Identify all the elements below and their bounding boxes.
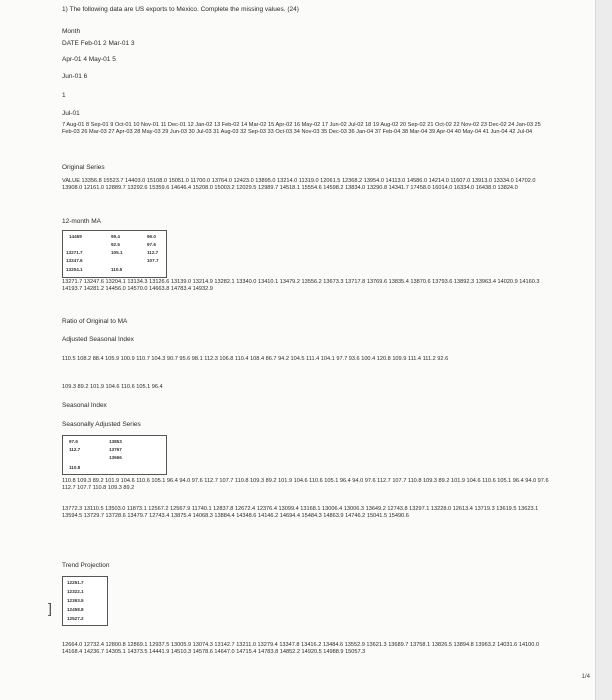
original-series-label: Original Series (62, 164, 105, 171)
sa-cell: 97.6 (69, 439, 78, 444)
ma-cell: 13271.7 (66, 250, 83, 255)
page-number: 1/4 (581, 674, 590, 680)
adjusted-index-values: 110.5 108.2 88.4 105.9 100.9 110.7 104.3 90.7 95.6 98.1 112.3 106.8 110.4 108.4 86.7 94.2 104.5 111.4 104.1 97.7 93.6 100.4 120.8 109.9 111.4 111.2 92.6 (62, 356, 449, 362)
trend-values: 12664.0 12732.4 12800.8 12869.1 12937.5 13005.9 13074.3 13142.7 13211.0 13279.4 13347.8 13416.2 13484.6 13552.9 13621.3 13689.7 13758.1 13826.5 13894.8 13963.2 14031.6 14100.0 14168.4 14236.7 14305.1 14373.5 14441.9 14510.3 14578.6 14647.0 14715.4 14783.8 14852.2 14920.5 14988.9 15057.3 (62, 642, 540, 656)
ma-table-box (62, 230, 167, 278)
sa-cell: 13767 (109, 447, 122, 452)
ma-cell: 110.5 (111, 267, 123, 272)
month-row-5: Jul-01 (62, 110, 80, 117)
bracket-mark: ] (48, 600, 52, 616)
trend-cell: 12393.5 (67, 598, 84, 603)
ma-cell: 13204.1 (66, 267, 83, 272)
ma-cell: 107.7 (147, 258, 159, 263)
ma-cell: 112.7 (147, 250, 159, 255)
trend-cell: 12458.8 (67, 607, 84, 612)
month-label: Month (62, 28, 81, 35)
ma-cell: 99.4 (111, 234, 120, 239)
sa-values: 13772.3 13110.5 13503.0 11873.1 12567.2 12567.9 11740.1 12837.8 12672.4 12376.4 13099.4 13168.1 13006.4 13006.3 13649.2 12743.8 13297.1 13228.0 12613.4 13719.3 13619.5 13623.1 13594.5 13729.7 13728.6 13479.7 12743.4 13875.4 14068.3 13884.4 14348.6 14146.2 14694.4 15484.3 14863.9 14746.2 15041.5 15490.6 (62, 506, 539, 520)
sa-cell: 13853 (109, 439, 122, 444)
sa-cell: 112.7 (69, 447, 81, 452)
ma-cell: 96.0 (147, 234, 156, 239)
ma-values: 13271.7 13247.6 13204.1 13134.3 13126.6 13139.0 13214.9 13282.1 13340.0 13410.1 13479.2 13556.2 13673.3 13717.8 13769.6 13835.4 13870.6 13793.6 13892.3 13963.4 14020.9 14160.3 14193.7 14281.2 14456.0 14570.0 14663.8 14783.4 14932.9 (62, 279, 540, 293)
ma-cell: 92.5 (111, 242, 120, 247)
months-block: 7 Aug-01 8 Sep-01 9 Oct-01 10 Nov-01 11 Dec-01 12 Jan-02 13 Feb-02 14 Mar-02 15 Apr-02 16 May-02 17 Jun-02 Jul-02 18 19 Aug-02 20 Sep-02 21 Oct-02 22 Nov-02 23 Dec-02 24 Jan-03 25 Feb-03 26 Mar-03 27 Apr-03 28 May-03 29 Jun-03 30 Jul-03 31 Aug-03 32 Sep-03 33 Oct-03 34 Nov-03 35 Dec-03 36 Jan-04 37 Feb-04 38 Mar-04 39 Apr-04 40 May-04 41 Jun-04 42 Jul-04 (62, 122, 541, 136)
adjusted-index-values-2: 109.3 89.2 101.9 104.6 110.6 105.1 96.4 (62, 384, 163, 390)
seasonal-index-label: Seasonal Index (62, 402, 107, 409)
sa-cell: 13666 (109, 455, 122, 460)
ma-cell: 105.1 (111, 250, 123, 255)
month-row-1: DATE Feb-01 2 Mar-01 3 (62, 40, 135, 47)
original-series-values: VALUE 13356.8 15523.7 14403.0 15108.0 15051.0 11700.0 13764.0 12423.0 13895.0 13214.0 11319.0 12061.5 12368.2 13954.0 14113.0 14586.0 14214.0 11607.0 13913.0 13334.0 14702.0 13908.0 12161.0 12889.7 13292.6 15359.6 14646.4 15208.0 15003.2 12029.5 12989.7 14518.1 15554.6 14598.2 13834.0 13290.8 14341.7 17458.0 16014.0 16334.0 16438.0 13824.0 (62, 178, 536, 192)
adjusted-index-label: Adjusted Seasonal Index (62, 336, 134, 343)
sa-label: Seasonally Adjusted Series (62, 421, 141, 428)
sa-table-box (62, 435, 167, 475)
trend-cell: 12527.2 (67, 616, 84, 621)
trend-label: Trend Projection (62, 562, 110, 569)
trend-cell: 12322.1 (67, 589, 84, 594)
ma-cell: 13247.6 (66, 258, 83, 263)
ma-label: 12-month MA (62, 218, 102, 225)
sa-index-values: 110.8 109.3 89.2 101.9 104.6 110.6 105.1 96.4 94.0 97.6 112.7 107.7 110.8 109.3 89.2 101.9 104.6 110.6 105.1 96.4 94.0 97.6 112.7 107.7 110.8 109.3 89.2 101.9 104.6 110.6 105.1 96.4 94.0 97.6 112.7 107.7 110.8 109.3 89.2 (62, 478, 549, 492)
trend-table-box (62, 576, 108, 626)
ma-cell: 14469 (69, 234, 82, 239)
scrollbar[interactable] (595, 0, 612, 700)
month-row-4: 1 (62, 92, 66, 99)
ratio-label: Ratio of Original to MA (62, 318, 128, 325)
ma-cell: 97.6 (147, 242, 156, 247)
month-row-3: Jun-01 6 (62, 73, 88, 80)
sa-cell: 110.8 (69, 465, 81, 470)
month-row-2: Apr-01 4 May-01 5 (62, 56, 116, 63)
question-text: 1) The following data are US exports to Mexico. Complete the missing values. (24) (62, 6, 299, 13)
trend-cell: 12251.7 (67, 580, 84, 585)
